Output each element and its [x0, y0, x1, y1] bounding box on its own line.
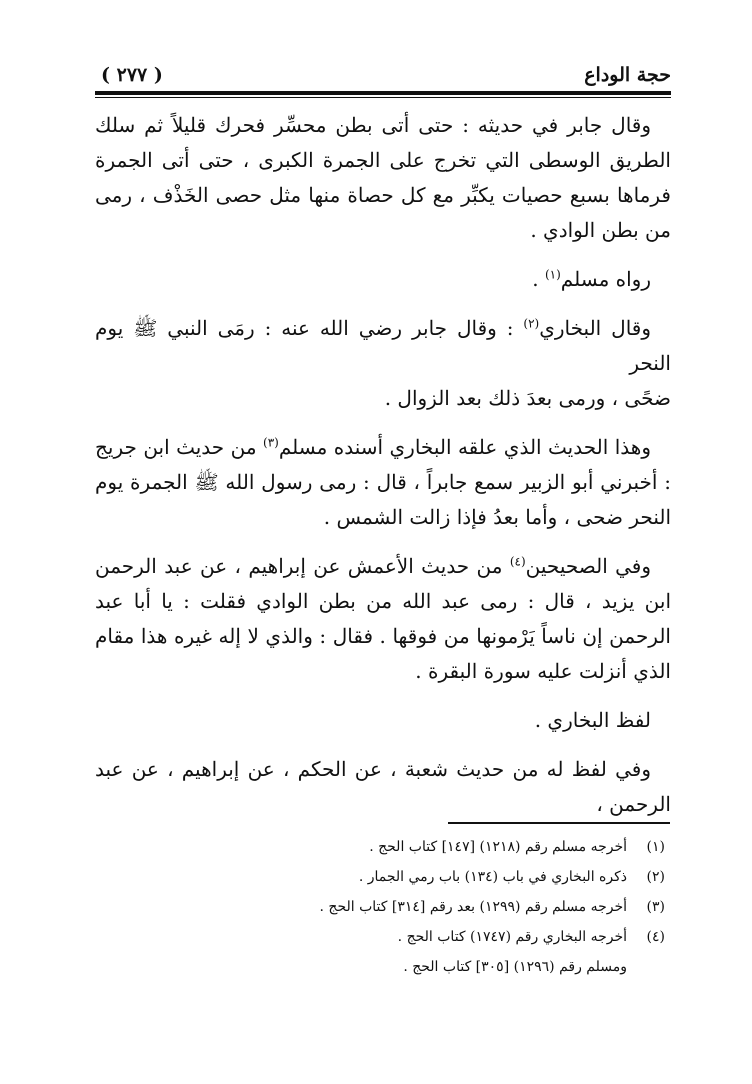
footnote-text: أخرجه مسلم رقم (١٢١٨) [١٤٧] كتاب الحج .	[369, 839, 627, 855]
footnote-number: (٤)	[646, 929, 665, 945]
footnote	[95, 832, 671, 862]
main-text	[95, 108, 671, 836]
footnote-text: أخرجه البخاري رقم (١٧٤٧) كتاب الحج .	[397, 929, 627, 945]
footnote	[95, 862, 671, 892]
footnote-number: (٢)	[646, 869, 665, 885]
footnote-number: (٣)	[646, 899, 665, 915]
paragraph: وقال جابر في حديثه : حتى أتى بطن محسِّر فحرك قليلاً ثم سلك الطريق الوسطى التي تخرج على الجمرة الكبرى ، حتى أتى الجمرة فرماها بسبع حصيات يكبِّر مع كل حصاة منها مثل حصى الخَذْف ، رمى من بطن الوادي .	[95, 113, 671, 242]
footnote-ref[interactable]: (٢)	[523, 316, 540, 331]
footnote-text: ذكره البخاري في باب (١٣٤) باب رمي الجمار .	[358, 869, 627, 885]
footnote-continuation: ومسلم رقم (١٢٩٦) [٣٠٥] كتاب الحج .	[403, 959, 627, 975]
footnote-text: أخرجه مسلم رقم (١٢٩٩) بعد رقم [٣١٤] كتاب الحج .	[319, 899, 627, 915]
footnote-ref[interactable]: (٤)	[509, 554, 526, 569]
header-rule-thin	[95, 97, 671, 98]
paragraph: وفي الصحيحين$^{(٤)}$ من حديث الأعمش عن إبراهيم ، عن عبد الرحمن ابن يزيد ، قال : رمى عبد الله من بطن الوادي فقلت : يا أبا عبد الرحمن إن ناساً يَرْمونها من فوقها . فقال : والذي لا إله غيره هذا مقام الذي أنزلت عليه سورة البقرة .	[95, 554, 671, 683]
paragraph: ضحًى ، ورمى بعدَ ذلك بعد الزوال .	[384, 386, 671, 410]
paragraph: لفظ البخاري .	[534, 708, 651, 732]
paragraph: وقال البخاري$^{(٢)}$ : وقال جابر رضي الله عنه : رمَى النبي ﷺ يوم النحر	[95, 316, 671, 375]
footnote	[95, 892, 671, 922]
header-rule-thick	[95, 91, 671, 95]
page-number: ( ٢٧٧ )	[101, 64, 163, 86]
footnote-ref[interactable]: (٣)	[263, 435, 279, 450]
running-header	[95, 60, 671, 92]
paragraph: وهذا الحديث الذي علقه البخاري أسنده مسلم$^{(٣)}$ من حديث ابن جريج : أخبرني أبو الزبير سمع جابراً ، قال : رمى رسول الله ﷺ الجمرة يوم النحر ضحى ، وأما بعدُ فإذا زالت الشمس .	[95, 435, 671, 529]
paragraph: رواه مسلم$^{(١)}$ .	[532, 267, 651, 291]
footnote	[95, 922, 671, 952]
paragraph: وفي لفظ له من حديث شعبة ، عن الحكم ، عن إبراهيم ، عن عبد الرحمن ،	[95, 757, 671, 816]
footnotes	[95, 832, 671, 982]
chapter-title: حجة الوداع	[584, 64, 671, 86]
footnote-ref[interactable]: (١)	[544, 267, 561, 282]
footnote-number: (١)	[646, 839, 665, 855]
footnote-separator	[448, 822, 670, 824]
